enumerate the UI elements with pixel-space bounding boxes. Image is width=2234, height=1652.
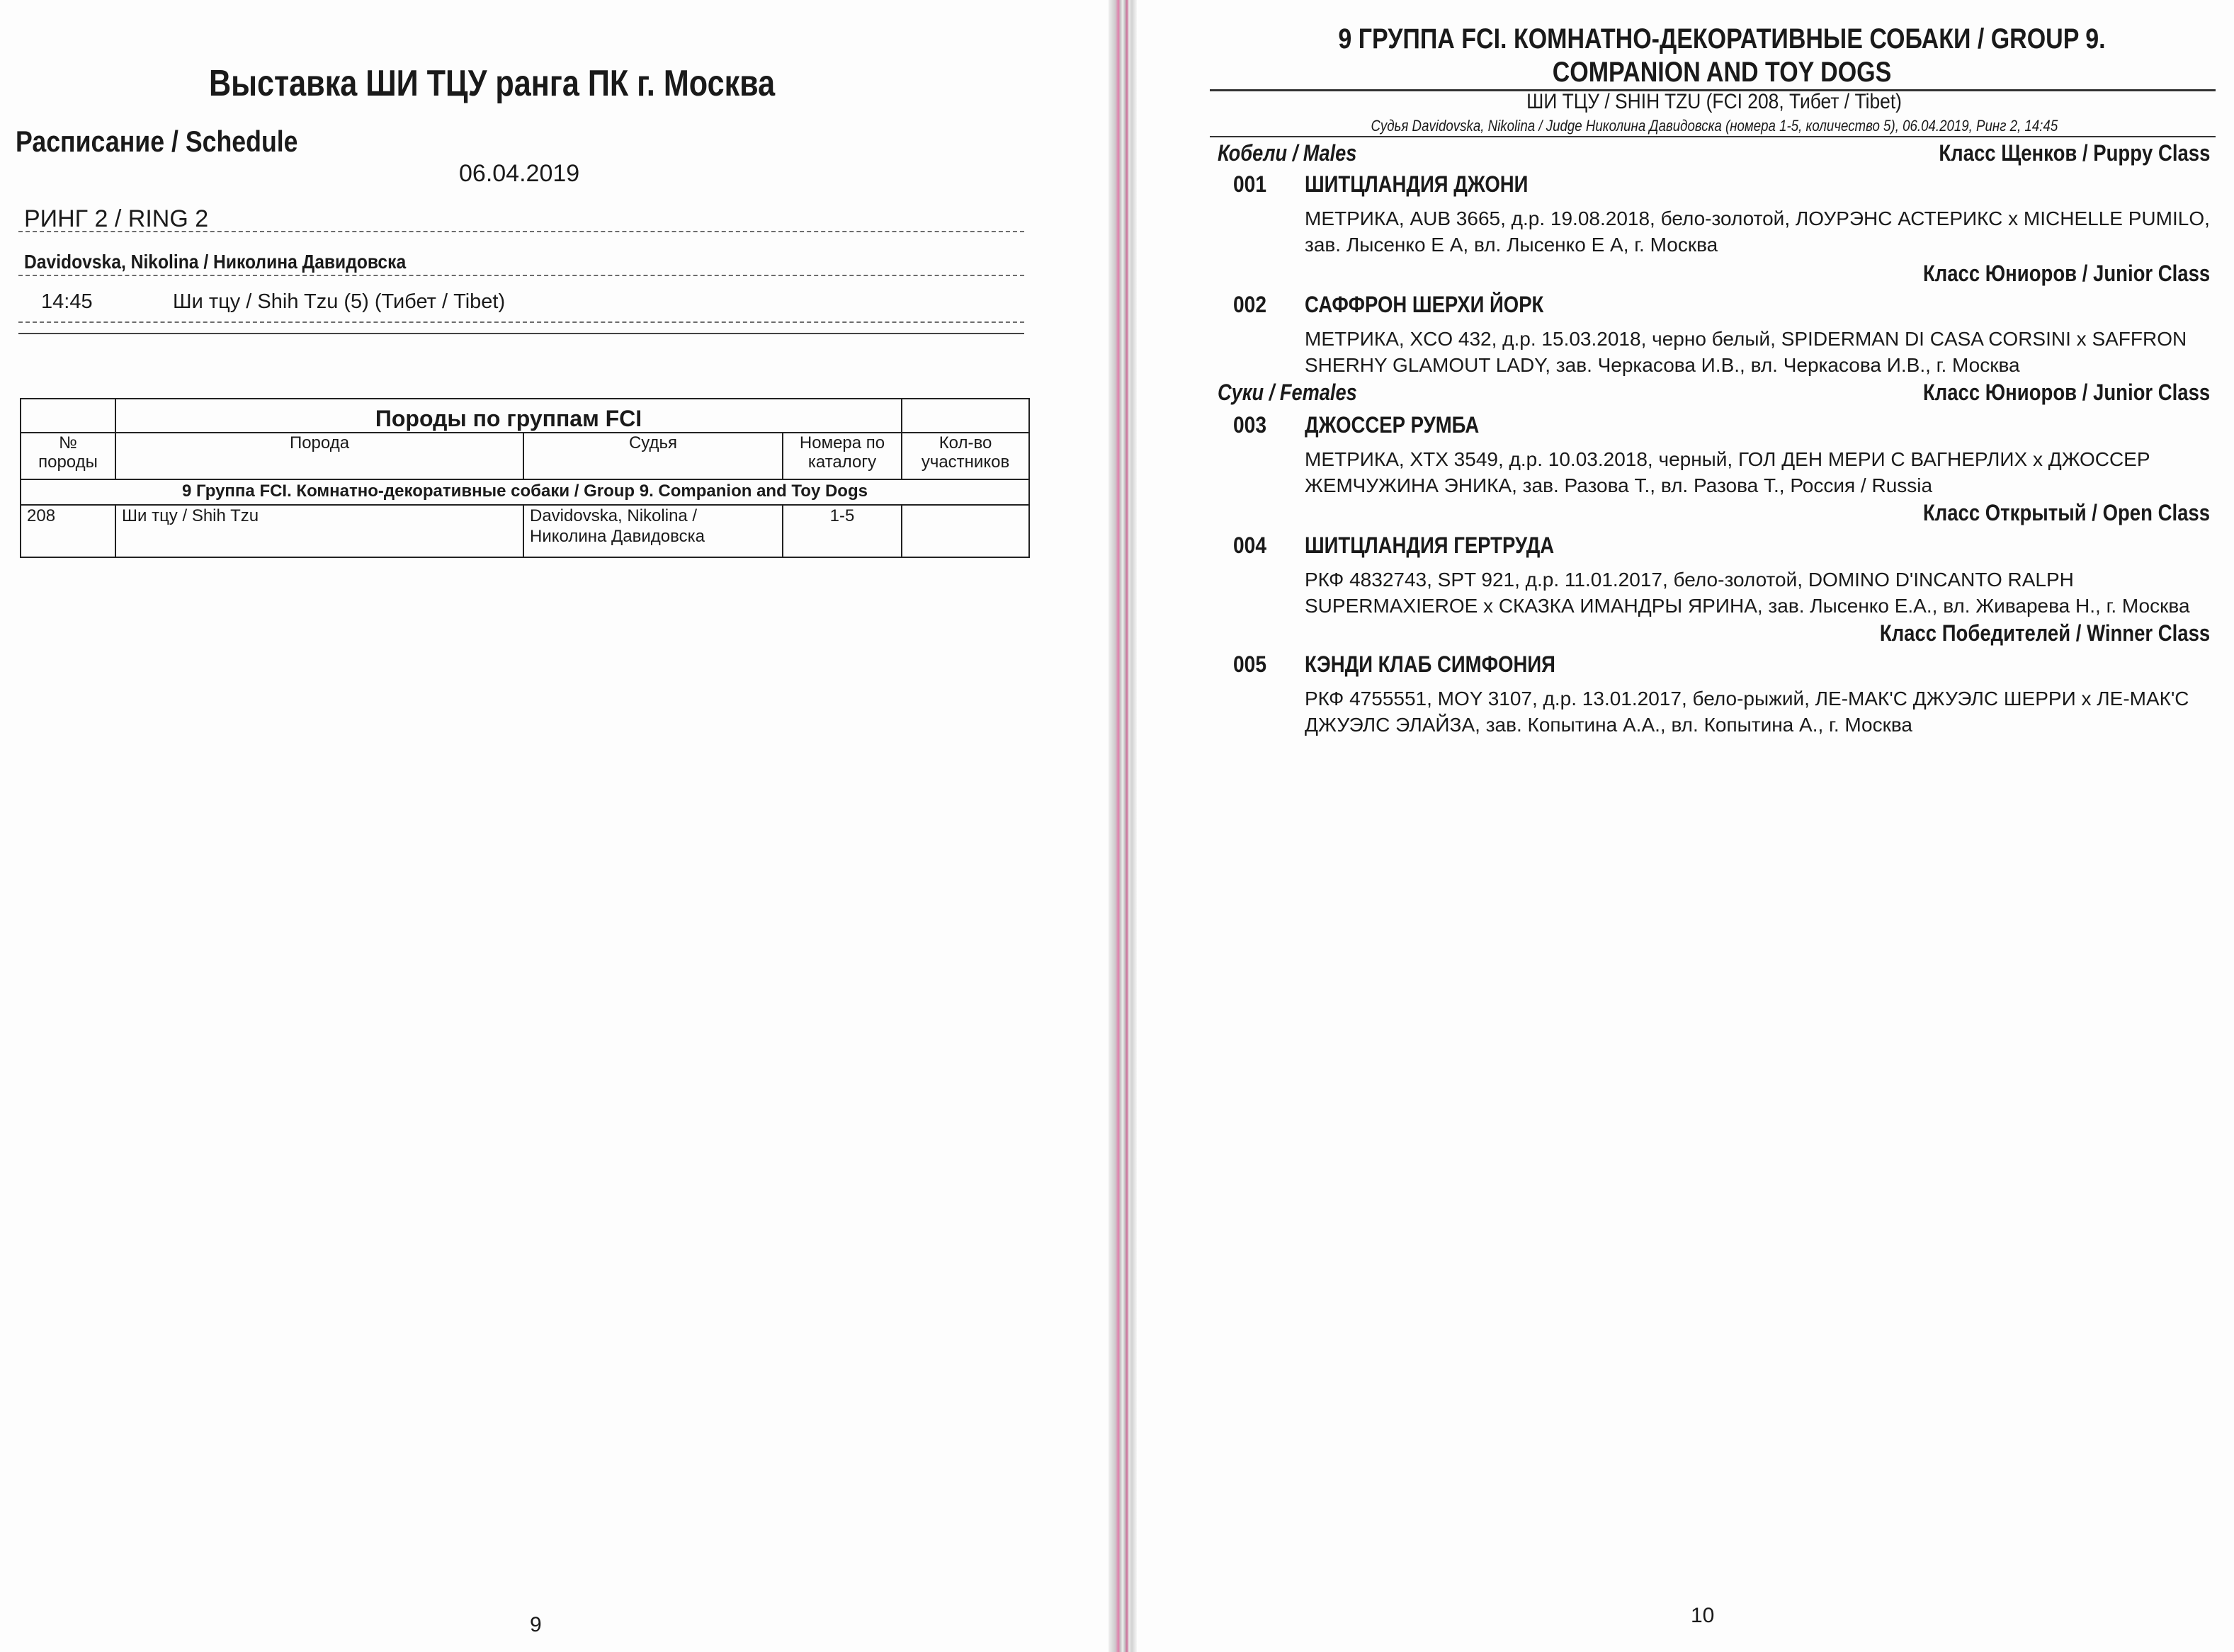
class-label: Класс Открытый / Open Class xyxy=(1922,500,2210,525)
divider xyxy=(18,275,1024,276)
schedule-heading: Расписание / Schedule xyxy=(16,125,298,158)
class-label: Класс Юниоров / Junior Class xyxy=(1922,261,2210,286)
cell-breed: Ши тцу / Shih Tzu xyxy=(115,505,523,557)
breed-heading: ШИ ТЦУ / SHIH TZU (FCI 208, Тибет / Tibet) xyxy=(1526,90,1902,113)
dog-details: МЕТРИКА, XCO 432, д.р. 15.03.2018, черно белый, SPIDERMAN DI CASA CORSINI x SAFFRON SHERHY GLAMOUT LADY, зав. Черкасова И.В., вл. Черкасова И.В., г. Москва xyxy=(1305,328,2187,376)
schedule-date: 06.04.2019 xyxy=(459,160,580,187)
dog-name: САФФРОН ШЕРХИ ЙОРК xyxy=(1305,292,1544,317)
table-corner-cell xyxy=(21,399,115,433)
cell-breed-number: 208 xyxy=(21,505,115,557)
judge-info: Судья Davidovska, Nikolina / Judge Николина Давидовска (номера 1-5, количество 5), 06.04.2019, Ринг 2, 14:45 xyxy=(1371,117,2058,135)
divider xyxy=(1210,136,2216,137)
ring-label: РИНГ 2 / RING 2 xyxy=(24,205,209,232)
page-number-right: 10 xyxy=(1691,1604,1715,1627)
dog-details: РКФ 4832743, SPT 921, д.р. 11.01.2017, бело-золотой, DOMINO D'INCANTO RALPH SUPERMAXIEROE x СКАЗКА ИМАНДРЫ ЯРИНА, зав. Лысенко Е.А., вл. Живарева Н., г. Москва xyxy=(1305,569,2190,617)
class-label: Класс Юниоров / Junior Class xyxy=(1922,380,2210,405)
slot-breed: Ши тцу / Shih Tzu (5) (Тибет / Tibet) xyxy=(173,290,506,313)
column-header: Номера по каталогу xyxy=(783,433,902,479)
dog-name: ДЖОССЕР РУМБА xyxy=(1305,412,1480,438)
column-header: Кол-во участников xyxy=(902,433,1029,479)
dog-details: МЕТРИКА, XTX 3549, д.р. 10.03.2018, черный, ГОЛ ДЕН МЕРИ С ВАГНЕРЛИХ x ДЖОССЕР ЖЕМЧУЖИНА ЭНИКА, зав. Разова Т., вл. Разова Т., Россия / Russia xyxy=(1305,448,2150,496)
column-header: Судья xyxy=(523,433,783,479)
fci-groups-table xyxy=(20,398,1030,558)
left-page xyxy=(0,0,1109,1652)
catalog-number: 001 xyxy=(1233,171,1266,197)
class-label: Класс Победителей / Winner Class xyxy=(1879,620,2210,646)
column-header: № породы xyxy=(21,433,115,479)
table-title: Породы по группам FCI xyxy=(115,399,902,433)
cell-entries-count xyxy=(902,505,1029,557)
divider xyxy=(18,321,1024,323)
divider xyxy=(18,333,1024,334)
dog-name: КЭНДИ КЛАБ СИМФОНИЯ xyxy=(1305,651,1555,677)
dog-name: ШИТЦЛАНДИЯ ДЖОНИ xyxy=(1305,171,1529,197)
book-spine xyxy=(1109,0,1137,1652)
group-row: 9 Группа FCI. Комнатно-декоративные собаки / Group 9. Companion and Toy Dogs xyxy=(21,479,1029,505)
dog-details: МЕТРИКА, AUB 3665, д.р. 19.08.2018, бело-золотой, ЛОУРЭНС АСТЕРИКС x MICHELLE PUMILO, зав. Лысенко Е А, вл. Лысенко Е А, г. Москва xyxy=(1305,207,2210,256)
dog-name: ШИТЦЛАНДИЯ ГЕРТРУДА xyxy=(1305,532,1555,558)
catalog-number: 005 xyxy=(1233,651,1266,677)
show-title: Выставка ШИ ТЦУ ранга ПК г. Москва xyxy=(209,63,776,104)
dog-details: РКФ 4755551, MOY 3107, д.р. 13.01.2017, бело-рыжий, ЛЕ-МАК'С ДЖУЭЛС ШЕРРИ x ЛЕ-МАК'С ДЖУЭЛС ЭЛАЙЗА, зав. Копытина А.А., вл. Копытина А., г. Москва xyxy=(1305,688,2189,736)
females-label: Суки / Females xyxy=(1218,380,1357,405)
group-heading: 9 ГРУППА FCI. КОМНАТНО-ДЕКОРАТИВНЫЕ СОБАКИ / GROUP 9. COMPANION AND TOY DOGS xyxy=(1338,23,2106,88)
males-label: Кобели / Males xyxy=(1218,140,1357,166)
cell-judge: Davidovska, Nikolina / Николина Давидовска xyxy=(523,505,783,557)
catalog-number: 003 xyxy=(1233,412,1266,438)
table-corner-cell xyxy=(902,399,1029,433)
page-number-left: 9 xyxy=(530,1613,542,1636)
cell-catalog-numbers: 1-5 xyxy=(783,505,902,557)
table-row xyxy=(21,505,1029,557)
ring-judge: Davidovska, Nikolina / Николина Давидовска xyxy=(24,251,407,273)
catalog-number: 004 xyxy=(1233,532,1266,558)
class-label: Класс Щенков / Puppy Class xyxy=(1938,140,2210,166)
slot-time: 14:45 xyxy=(41,290,93,313)
catalog-number: 002 xyxy=(1233,292,1266,317)
column-header: Порода xyxy=(115,433,523,479)
divider xyxy=(18,231,1024,232)
